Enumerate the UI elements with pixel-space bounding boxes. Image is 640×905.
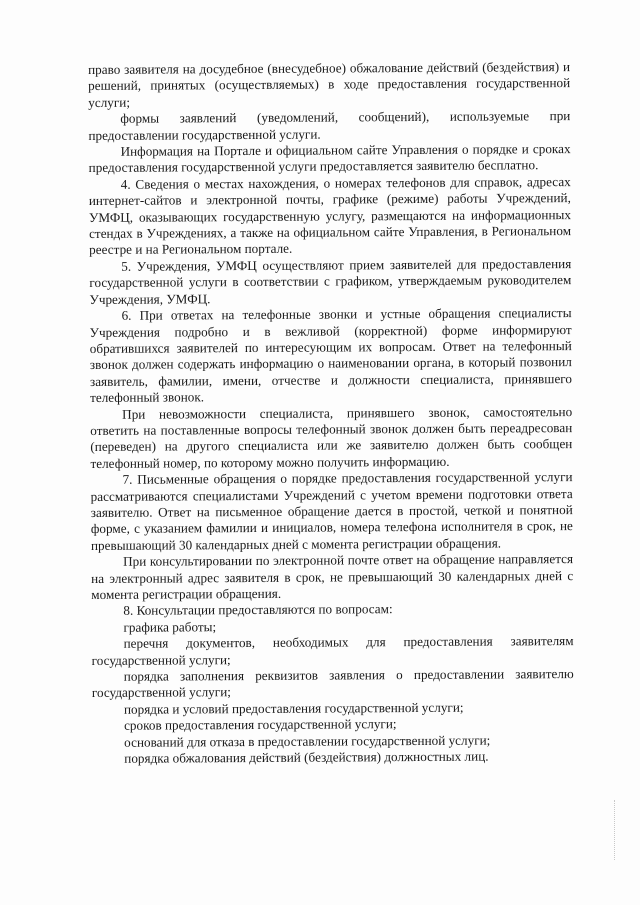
paragraph: 8. Консультации предоставляются по вопросам: — [123, 601, 393, 619]
scan-edge-mark — [614, 800, 616, 860]
paragraph: Информация на Портале и официальном сайте Управления о порядке и сроках предоставления государственной услуги предоставляется заявителю бесплатно. — [88, 141, 571, 176]
paragraph: 4. Сведения о местах нахождения, о номерах телефонов для справок, адресах интернет-сайтов и электронной почты, графике (режиме) работы Учреждений, УМФЦ, оказывающих государственную услугу, размещаются на информационных стендах в Учреждениях, а также на официальном сайте Управления, в Региональном реестре и на Региональном портале. — [88, 173, 572, 258]
document-body — [88, 59, 574, 767]
paragraph: 7. Письменные обращения о порядке предоставления государственной услуги рассматриваются специалистами Учреждений с учетом времени подготовки ответа заявителю. Ответ на письменное обращение дается в простой, четкой и понятной форме, с указанием фамилии и инициалов, номера телефона исполнителя в срок, не превышающий 30 календарных дней с момента регистрации обращения. — [90, 469, 573, 553]
paragraph: При консультировании по электронной почте ответ на обращение направляется на электронный адрес заявителя в срок, не превышающий 30 календарных дней с момента регистрации обращения. — [91, 551, 574, 602]
paragraph: право заявителя на досудебное (внесудебное) обжалование действий (бездействия) и решений, принятых (осуществляемых) в ходе предоставления государственной услуги; — [88, 59, 571, 110]
paragraph: При невозможности специалиста, принявшего звонок, самостоятельно ответить на поставленные вопросы телефонный звонок должен быть переадресован (переведен) на другого специалиста или же заявителю должен быть сообщен телефонный номер, по которому можно получить информацию. — [90, 403, 573, 471]
list-item: порядка и условий предоставления государственной услуги; — [123, 699, 464, 717]
list-item: порядка обжалования действий (бездействия) должностных лиц. — [124, 748, 489, 766]
list-item: оснований для отказа в предоставлении государственной услуги; — [124, 732, 491, 750]
list-item: порядка заполнения реквизитов заявления о предоставлении заявителю государственной услуги; — [91, 666, 574, 701]
paragraph: 6. При ответах на телефонные звонки и устные обращения специалисты Учреждения подробно и в вежливой (корректной) форме информируют обратившихся заявителей по интересующим их вопросам. Ответ на телефонный звонок должен содержать информацию о наименовании органа, в который позвонил заявитель, фамилии, имени, отчестве и должности специалиста, принявшего телефонный звонок. — [89, 305, 572, 406]
list-item: перечня документов, необходимых для предоставления заявителям государственной услуги; — [91, 633, 574, 668]
list-item: сроков предоставления государственной услуги; — [124, 716, 397, 734]
paragraph: 5. Учреждения, УМФЦ осуществляют прием заявителей для предоставления государственной услуги в соответствии с графиком, утверждаемым руководителем Учреждения, УМФЦ. — [89, 255, 572, 307]
list-item: графика работы; — [123, 619, 217, 635]
paragraph: формы заявлений (уведомлений, сообщений), используемые при предоставлении государственной услуги. — [88, 108, 571, 143]
